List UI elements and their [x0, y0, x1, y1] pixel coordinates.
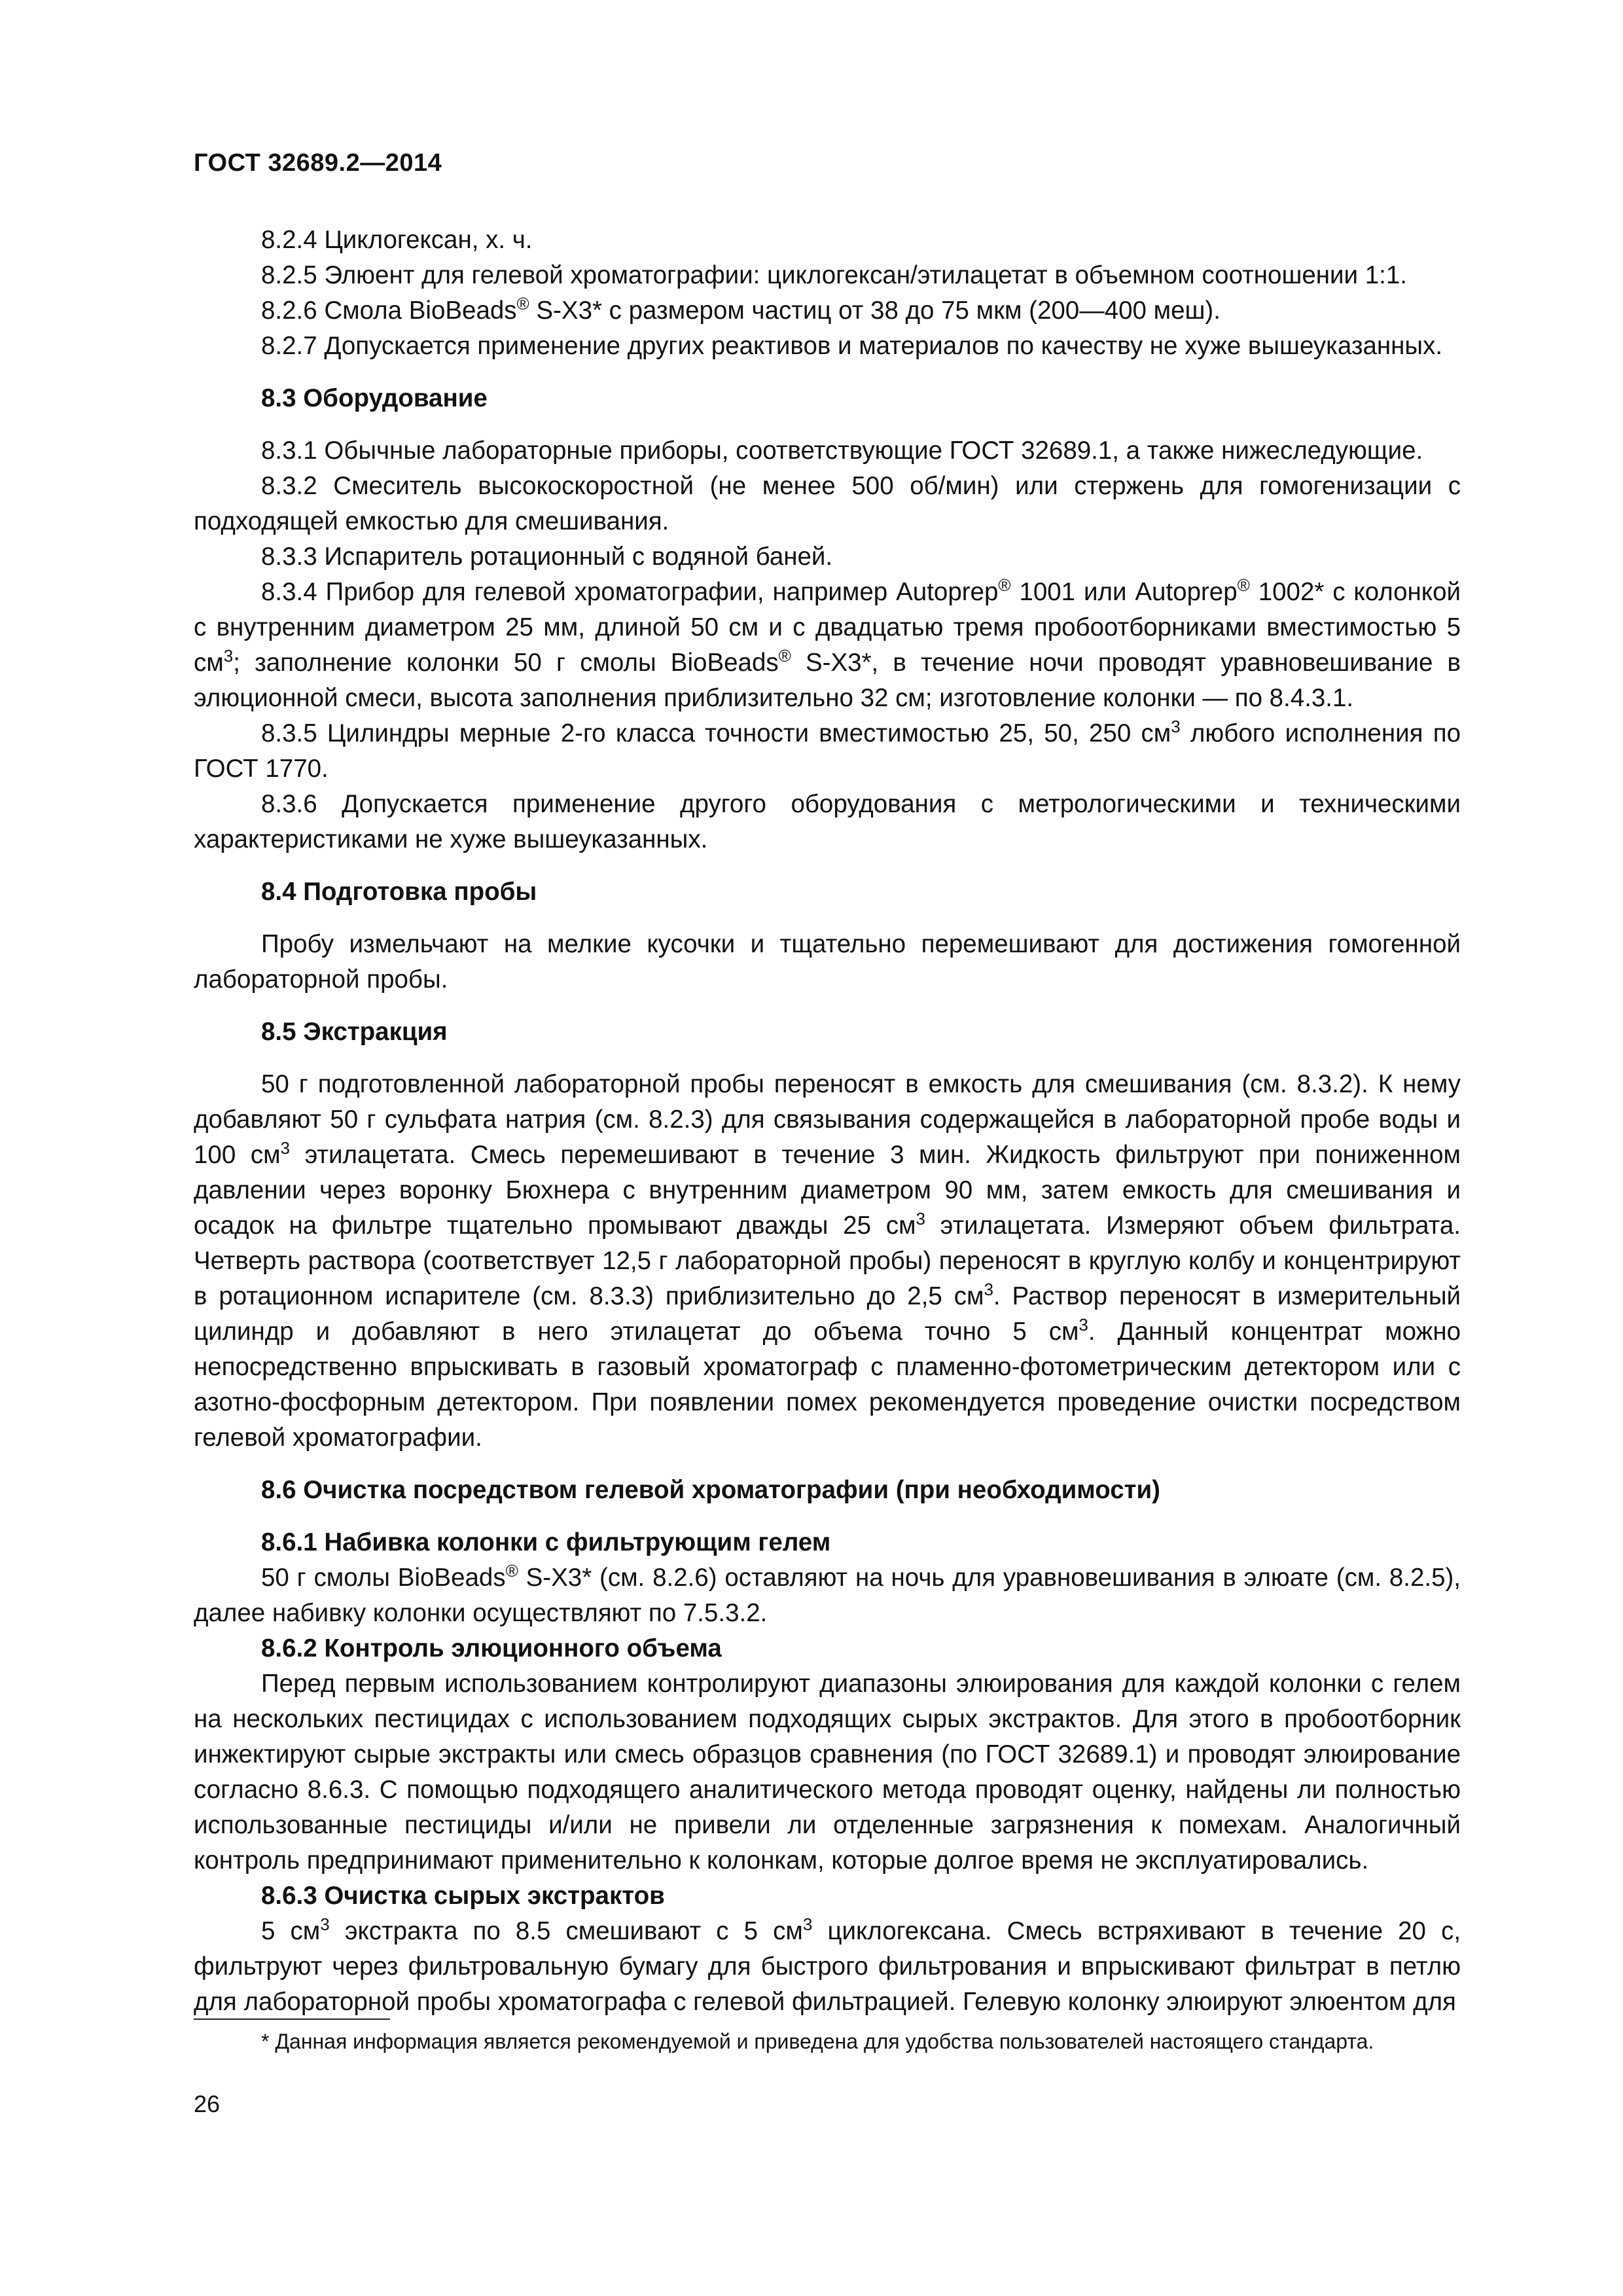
cubic-exponent: 3 [320, 1914, 330, 1934]
paragraph-8-5: 50 г подготовленной лабораторной пробы переносят в емкость для смешивания (см. 8.3.2). К нему добавляют 50 г сульфата натрия (см. 8.2.3) для связывания содержащейся в лабораторной пробе воды и 100 $см^3$ этилацетата. Смесь перемешивают в течение 3 мин. Жидкость фильтруют при пониженном давлении через воронку Бюхнера с внутренним диаметром 90 мм, затем емкость для смешивания и осадок на фильтре тщательно промывают дважды 25 $см^3$ этилацетата. Измеряют объем фильтрата. Четверть раствора (соответствует 12,5 г лабораторной пробы) переносят в круглую колбу и концентрируют в ротационном испарителе (см. 8.3.3) приблизительно до 2,5 $см^3$. Раствор переносят в измерительный цилиндр и добавляют в него этилацетат до объема точно 5 $см^3$. Данный концентрат можно непосредственно впрыскивать в газовый хроматограф с пламенно-фотометрическим детектором или с азотно-фосфорным детектором. При появлении помех рекомендуется проведение очистки посредством гелевой хроматографии. [194, 1070, 1461, 1452]
paragraph-8-6-2: Перед первым использованием контролируют диапазоны элюирования для каждой колонки с гелем на нескольких пестицидах с использованием подходящих сырых экстрактов. Для этого в пробоотборник инжектируют сырые экстракты или смесь образцов сравнения (по ГОСТ 32689.1) и проводят элюирование согласно 8.6.3. С помощью подходящего аналитического метода проводят оценку, найдены ли полностью использованные пестициды и/или не привели ли отделенные загрязнения к помехам. Аналогичный контроль предпринимают применительно к колонкам, которые долгое время не эксплуатировались. [194, 1670, 1461, 1874]
cubic-exponent: 3 [802, 1914, 813, 1934]
paragraph-8-2-6: 8.2.6 Смола BioBeads® S-X3* с размером частиц от 38 до 75 мкм (200—400 меш). [261, 294, 1221, 325]
paragraph-8-2-7: 8.2.7 Допускается применение других реактивов и материалов по качеству не хуже вышеуказанных. [261, 332, 1443, 360]
section-heading-8-5: 8.5 Экстракция [261, 1018, 448, 1046]
cubic-exponent: 3 [1171, 717, 1181, 736]
paragraph-8-2-5: 8.2.5 Элюент для гелевой хроматографии: циклогексан/этилацетат в объемном соотношении 1:1. [261, 261, 1407, 289]
page-number: 26 [194, 2090, 221, 2117]
paragraph-8-3-6: 8.3.6 Допускается применение другого оборудования с метрологическими и техническими характеристиками не хуже вышеуказанных. [194, 790, 1461, 853]
footnote-divider [194, 2018, 390, 2020]
standard-header: ГОСТ 32689.2—2014 [194, 149, 442, 177]
paragraph-8-3-5: 8.3.5 Цилиндры мерные 2-го класса точности вместимостью 25, 50, 250 $см^3$ любого исполнения по ГОСТ 1770. [194, 717, 1461, 783]
paragraph-8-3-1: 8.3.1 Обычные лабораторные приборы, соответствующие ГОСТ 32689.1, а также нижеследующие. [261, 437, 1423, 465]
paragraph-8-6-3: 5 $см^3$ экстракта по 8.5 смешивают с 5 $см^3$ циклогексана. Смесь встряхивают в течение 20 с, фильтруют через фильтровальную бумагу для быстрого фильтрования и впрыскивают фильтрат в петлю для лабораторной пробы хроматографа с гелевой фильтрацией. Гелевую колонку элюируют элюентом для [194, 1914, 1461, 2016]
registered-mark: ® [1237, 575, 1250, 595]
subsection-heading-8-6-1: 8.6.1 Набивка колонки с фильтрующим гелем [261, 1528, 831, 1556]
cubic-exponent: 3 [1079, 1315, 1088, 1335]
document-body [194, 223, 1461, 2020]
subsection-heading-8-6-2: 8.6.2 Контроль элюционного объема [261, 1634, 722, 1662]
cubic-exponent: 3 [223, 646, 234, 666]
paragraph-8-3-3: 8.3.3 Испаритель ротационный с водяной баней. [261, 543, 833, 571]
registered-mark: ® [516, 294, 529, 314]
cubic-exponent: 3 [280, 1138, 291, 1158]
footnote [194, 2026, 1461, 2056]
registered-mark: ® [505, 1561, 518, 1581]
section-heading-8-3: 8.3 Оборудование [261, 384, 488, 412]
paragraph-8-4: Пробу измельчают на мелкие кусочки и тщательно перемешивают для достижения гомогенной лабораторной пробы. [194, 930, 1461, 994]
paragraph-8-3-2: 8.3.2 Смеситель высокоскоростной (не менее 500 об/мин) или стержень для гомогенизации с подходящей емкостью для смешивания. [194, 472, 1461, 535]
section-heading-8-4: 8.4 Подготовка пробы [261, 878, 537, 906]
subsection-heading-8-6-3: 8.6.3 Очистка сырых экстрактов [261, 1882, 665, 1910]
registered-mark: ® [998, 575, 1011, 595]
cubic-exponent: 3 [984, 1280, 993, 1299]
paragraph-8-3-4: 8.3.4 Прибор для гелевой хроматографии, например Autoprep® 1001 или Autoprep® 1002* с колонкой с внутренним диаметром 25 мм, длиной 50 см и с двадцатью тремя пробоотборниками вместимостью 5 $см^3$; заполнение колонки 50 г смолы BioBeads® S-X3*, в течение ночи проводят уравновешивание в элюционной смеси, высота заполнения приблизительно 32 см; изготовление колонки — по 8.4.3.1. [194, 575, 1461, 712]
paragraph-8-2-4: 8.2.4 Циклогексан, х. ч. [261, 226, 533, 254]
paragraph-8-6-1: 50 г смолы BioBeads® S-X3* (см. 8.2.6) оставляют на ночь для уравновешивания в элюате (см. 8.2.5), далее набивку колонки осуществляют по 7.5.3.2. [194, 1561, 1461, 1627]
footnote-text: * Данная информация является рекомендуемой и приведена для удобства пользователей настоящего стандарта. [261, 2030, 1374, 2053]
registered-mark: ® [778, 646, 791, 666]
section-heading-8-6: 8.6 Очистка посредством гелевой хроматографии (при необходимости) [261, 1476, 1160, 1504]
cubic-exponent: 3 [916, 1209, 925, 1229]
